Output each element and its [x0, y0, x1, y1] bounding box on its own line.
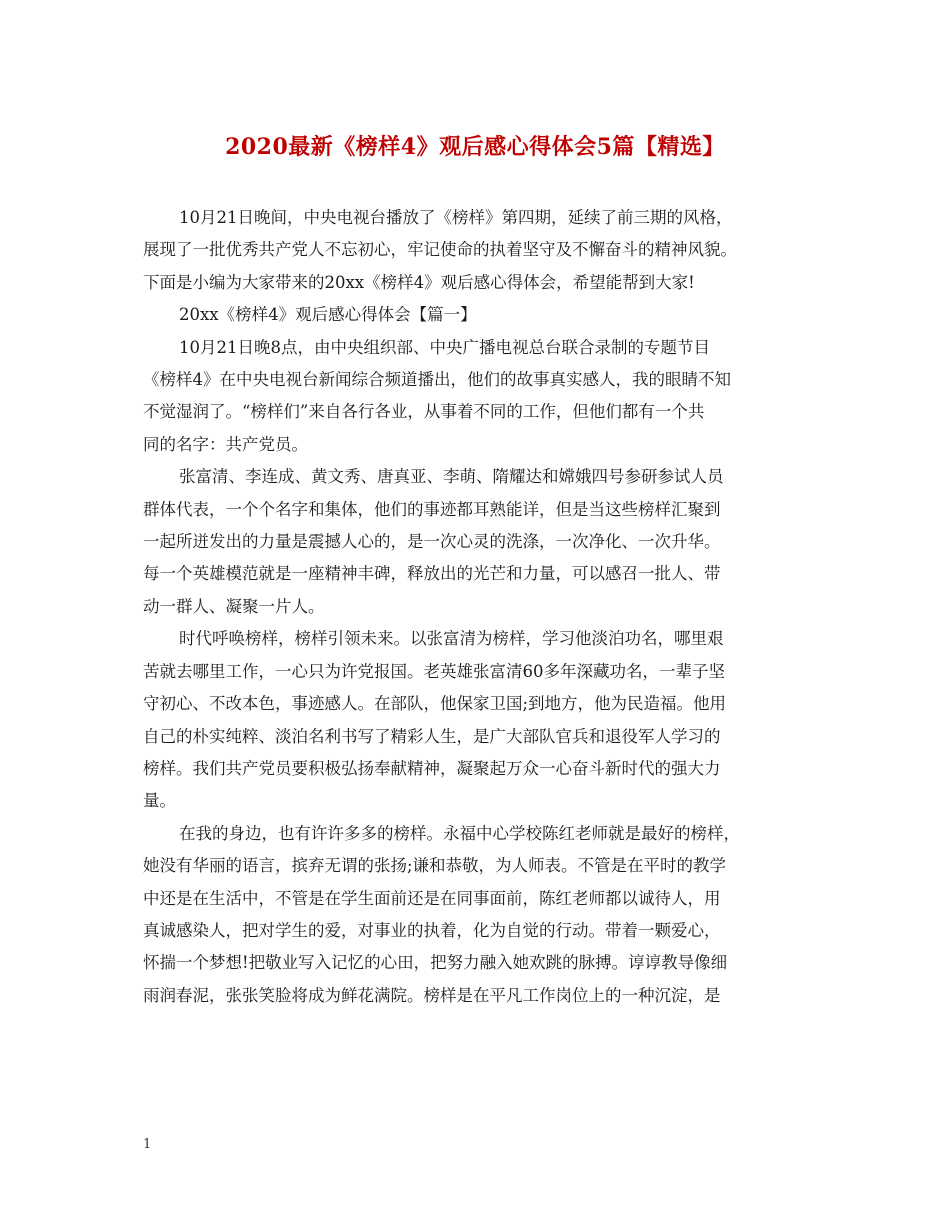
paragraph-line: 每一个英雄模范就是一座精神丰碑，释放出的光芒和力量，可以感召一批人、带 [143, 564, 721, 584]
paragraph-line: 不觉湿润了。“榜样们”来自各行各业，从事着不同的工作，但他们都有一个共 [143, 402, 705, 422]
paragraph-intro [143, 202, 833, 299]
document-body [143, 202, 833, 1012]
paragraph-line: 苦就去哪里工作，一心只为许党报国。老英雄张富清60多年深藏功名，一辈子坚 [143, 661, 725, 681]
paragraph-line: 张富清、李连成、黄文秀、唐真亚、李萌、隋耀达和嫦娥四号参研参试人员 [179, 467, 724, 487]
paragraph-line: 自己的朴实纯粹、淡泊名利书写了精彩人生，是广大部队官兵和退役军人学习的 [143, 726, 721, 746]
paragraph-line: 榜样。我们共产党员要积极弘扬奉献精神，凝聚起万众一心奋斗新时代的强大力 [143, 758, 721, 778]
paragraph-line: 量。 [143, 791, 176, 811]
paragraph-line: 10月21日晚间，中央电视台播放了《榜样》第四期，延续了前三期的风格， [179, 208, 733, 227]
paragraph-line: 时代呼唤榜样，榜样引领未来。以张富清为榜样，学习他淡泊功名，哪里艰 [179, 629, 724, 649]
paragraph [143, 818, 833, 1012]
paragraph-line: 雨润春泥，张张笑脸将成为鲜花满院。榜样是在平凡工作岗位上的一种沉淀，是 [143, 985, 721, 1005]
paragraph [143, 623, 833, 817]
paragraph [143, 461, 833, 623]
paragraph-line: 怀揣一个梦想!把敬业写入记忆的心田，把努力融入她欢跳的脉搏。谆谆教导像细 [143, 953, 728, 973]
paragraph-line: 守初心、不改本色，事迹感人。在部队，他保家卫国;到地方，他为民造福。他用 [143, 694, 727, 714]
paragraph-line: 她没有华丽的语言，摈弃无谓的张扬;谦和恭敬，为人师表。不管是在平时的教学 [143, 856, 727, 876]
paragraph-line: 真诚感染人，把对学生的爱，对事业的执着，化为自觉的行动。带着一颗爱心， [143, 920, 721, 940]
document-title: 2020最新《榜样4》观后感心得体会5篇【精选】 [225, 134, 725, 160]
paragraph-line: 下面是小编为大家带来的20xx《榜样4》观后感心得体会，希望能帮到大家! [143, 272, 695, 292]
paragraph-line: 中还是在生活中，不管是在学生面前还是在同事面前，陈红老师都以诚待人，用 [143, 888, 721, 908]
section-heading-text: 20xx《榜样4》观后感心得体会【篇一】 [179, 305, 477, 325]
paragraph [143, 332, 833, 462]
paragraph-line: 同的名字：共产党员。 [143, 434, 308, 454]
page-number: 1 [143, 1137, 152, 1152]
paragraph-line: 《榜样4》在中央电视台新闻综合频道播出，他们的故事真实感人，我的眼睛不知 [143, 370, 731, 390]
paragraph-line: 动一群人、凝聚一片人。 [143, 596, 325, 616]
paragraph-line: 群体代表，一个个名字和集体，他们的事迹都耳熟能详，但是当这些榜样汇聚到 [143, 499, 721, 519]
paragraph-line: 10月21日晚8点，由中央组织部、中央广播电视总台联合录制的专题节目 [179, 337, 710, 357]
paragraph-line: 在我的身边，也有许许多多的榜样。永福中心学校陈红老师就是最好的榜样， [179, 823, 740, 843]
section-heading [143, 299, 833, 331]
paragraph-line: 一起所迸发出的力量是震撼人心的，是一次心灵的洗涤，一次净化、一次升华。 [143, 532, 721, 552]
paragraph-line: 展现了一批优秀共产党人不忘初心，牢记使命的执着坚守及不懈奋斗的精神风貌。 [143, 240, 737, 260]
